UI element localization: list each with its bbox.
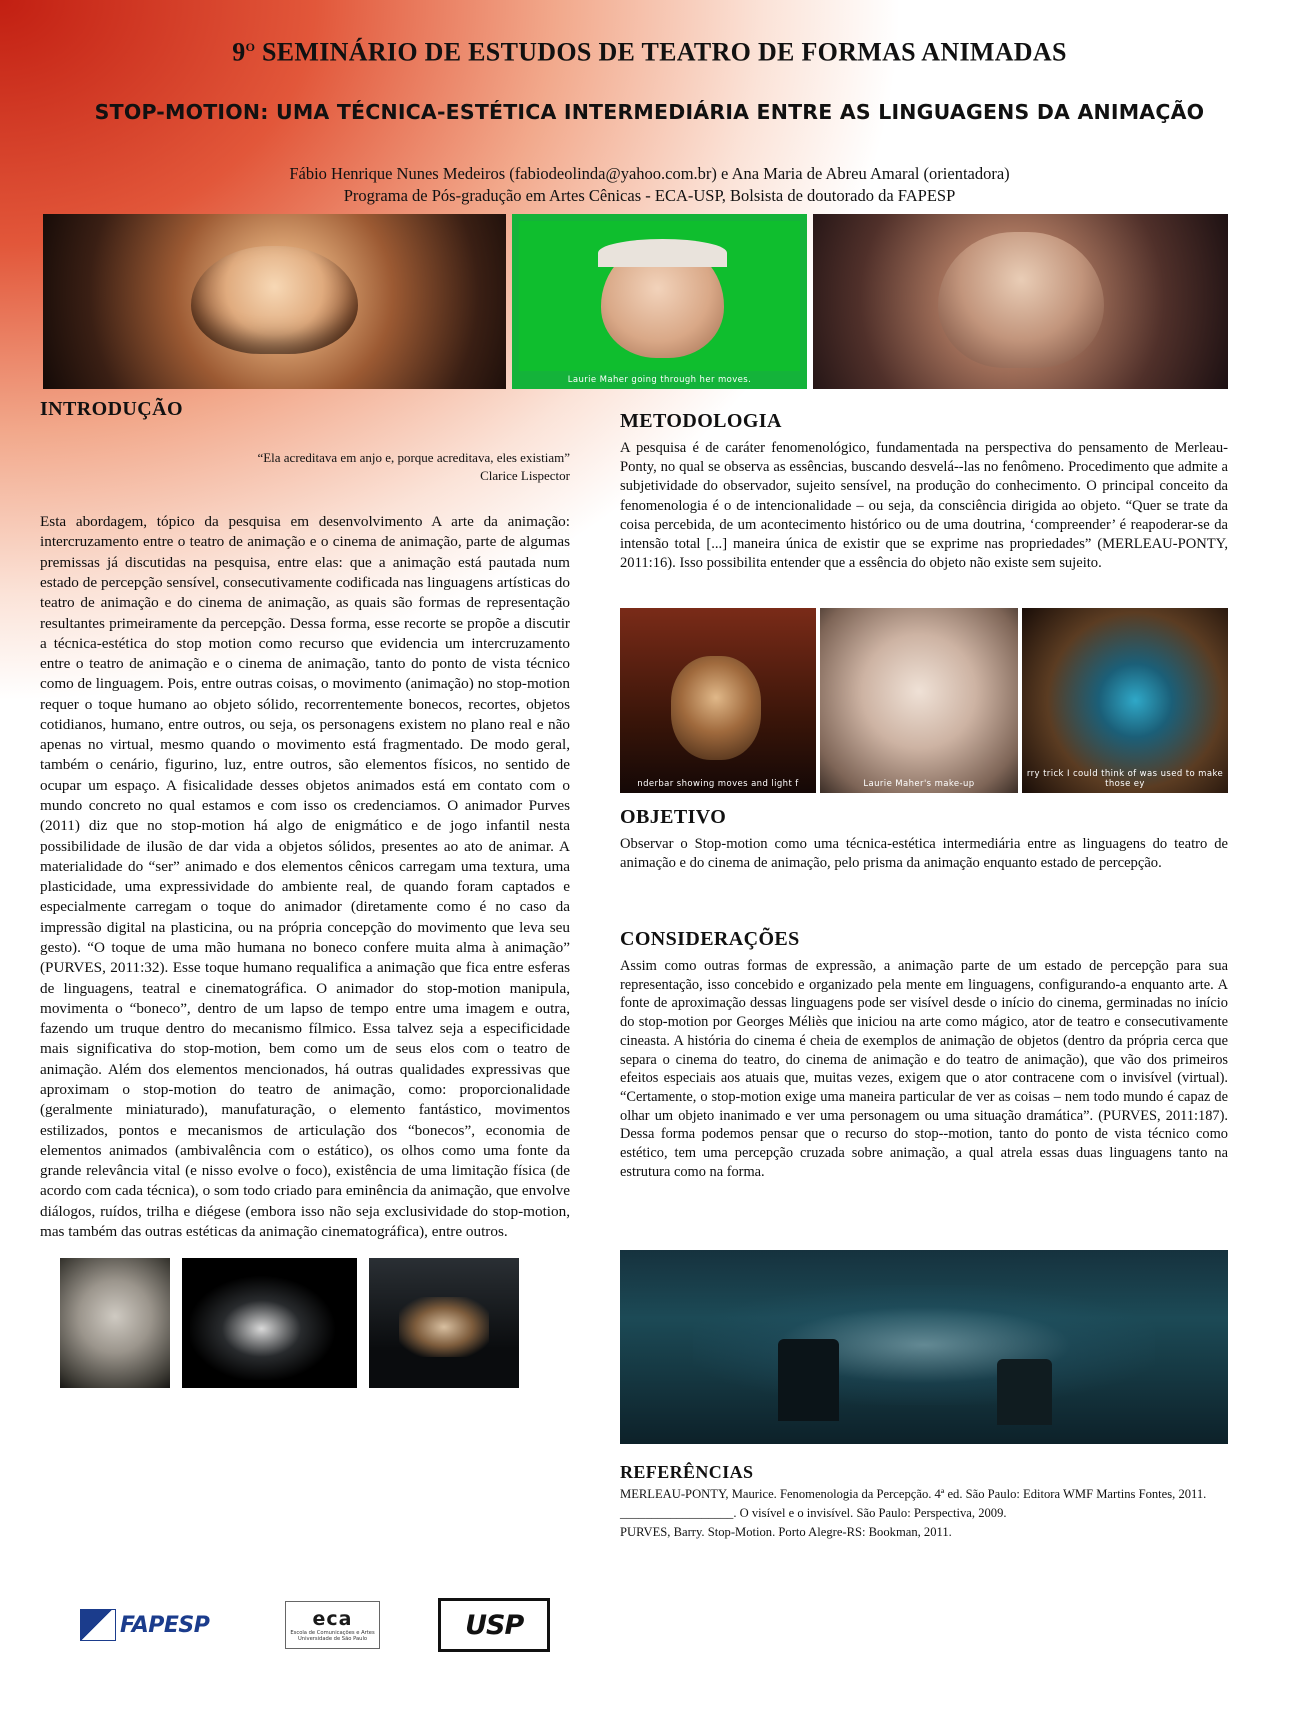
objetivo-body	[620, 835, 1228, 873]
reference-item: __________________. O visível e o invisível. São Paulo: Perspectiva, 2009.	[620, 1506, 1007, 1521]
column-left	[40, 398, 570, 1242]
middle-image-strip	[620, 608, 1228, 793]
logos-row	[80, 1590, 550, 1660]
head-band	[598, 239, 728, 267]
introducao-text: Esta abordagem, tópico da pesquisa em desenvolvimento A arte da animação: intercruzamento entre o teatro de animação e o cinema de animação, parte de algumas premissas já discutidas na pesquisa, entre elas: que a animação está pautada num estado de percepção sensível, consecutivamente codificada nas linguagens artísticas do teatro de animação e do cinema de animação, as quais são formas de representação resultantes primeiramente da percepção. Dessa forma, esse recorte se propõe a discutir a técnica-estética do stop motion como recurso que evidencia um intercruzamento entre o teatro de animação e o cinema de animação, tanto do ponto de vista técnico como de linguagem. Pois, entre outras coisas, o movimento (animação) no stop-motion requer o toque humano ao objeto sólido, recorrentemente bonecos, recortes, objetos cotidianos, humano, entre outros, ou seja, os personagens existem no plano real e não apenas no virtual, mesmo quando o movimento está fragmentado. De modo geral, também o cenário, figurino, luz, entre outros, são elementos físicos, no sentido de ocupar um espaço. A fisicalidade desses objetos animados está em contato com o mundo concreto no qual estamos e com isso os credenciamos. O animador Purves (2011) diz que no stop-motion há algo de enigmático e de jogo infantil nesta possibilidade de ilusão de dar vida a objetos sólidos, presentes ao ato de animar. A materialidade do “ser” animado e dos elementos cênicos carregam uma textura, uma plasticidade, uma expressividade do ambiente real, de quando foram captados e especialmente carregam o toque do animador (diretamente como é no caso da impressão digital na plasticina, ou na própria concepção do movimento que leva seu gesto). “O toque de uma mão humana no boneco confere muita alma à animação” (PURVES, 2011:32). Esse toque humano requalifica a animação que fica entre esferas de linguagens, teatral e cinematográfica. O animador do stop-motion manipula, movimenta o “boneco”, dentro de um lapso de tempo entre uma imagem e outra, fazendo um truque dentro do mecanismo fílmico. Essa talvez seja a especificidade mais significativa do stop-motion, bem como um de seus elos com o teatro de animação. Além dos elementos mencionados, há outras qualidades expressivas que aproximam o stop-motion do teatro de animação, como: proporcionalidade (geralmente miniaturado), manufaturação, o elemento fantástico, movimentos estilizados, pontos e mecanismos de articulação dos “bonecos”, economia de elementos animados (ambivalência com o estático), os olhos como uma fonte da grande relevância vital (e nisso evolve o foco), existência de uma limitação física (de acordo com cada técnica), o som todo criado para eminência da animação, que envolve diálogos, ruídos, trilha e diégese (embora isso não seja exclusividade do stop-motion, mas também das outras estéticas da animação cinematográfica), entre outros.	[40, 513, 570, 1240]
crew-figure-right	[997, 1359, 1052, 1425]
reference-item: PURVES, Barry. Stop-Motion. Porto Alegre-RS: Bookman, 2011.	[620, 1525, 952, 1540]
fapesp-logo-text: FAPESP	[120, 1612, 210, 1638]
authors-line-1: Fábio Henrique Nunes Medeiros (fabiodeolinda@yahoo.com.br) e Ana Maria de Abreu Amaral (orientadora)	[289, 164, 1010, 183]
image-animation-studio-set	[620, 1250, 1228, 1444]
reference-item: MERLEAU-PONTY, Maurice. Fenomenologia da Percepção. 4ª ed. São Paulo: Editora WMF Martins Fontes, 2011.	[620, 1487, 1207, 1501]
image-actress-green-screen-reference	[512, 214, 807, 389]
image-puppet-face-closeup	[813, 214, 1228, 389]
consideracoes-body	[620, 957, 1228, 1182]
event-title-number: 9	[232, 37, 246, 67]
eca-logo-subtext: Escola de Comunicações e Artes Universidade de São Paulo	[290, 1629, 375, 1642]
usp-logo	[438, 1598, 550, 1652]
eca-logo-text: eca	[312, 1607, 353, 1630]
section-heading-metodologia: METODOLOGIA	[620, 410, 782, 432]
epigraph-author: Clarice Lispector	[480, 467, 570, 483]
references-block	[620, 1462, 1228, 1540]
epigraph-quote: “Ela acreditava em anjo e, porque acreditava, eles existiam”	[257, 450, 570, 465]
top-image-strip	[43, 214, 1228, 389]
image-puppet-on-set-rig	[620, 608, 816, 793]
crew-figure-left	[778, 1339, 839, 1420]
fapesp-flag-icon	[80, 1609, 116, 1641]
objetivo-text: Observar o Stop-motion como uma técnica-estética intermediária entre as linguagens do teatro de animação e do cinema de animação, pelo prisma da animação enquanto estado de percepção.	[620, 836, 1228, 872]
image-caption: Laurie Maher going through her moves.	[567, 375, 752, 385]
authors-block	[0, 163, 1299, 208]
eca-logo	[285, 1601, 381, 1649]
introducao-body	[40, 512, 570, 1242]
section-heading-objetivo: OBJETIVO	[620, 806, 727, 828]
event-title	[0, 36, 1299, 68]
image-puppet-eye-mechanism	[1022, 608, 1228, 793]
authors-line-2: Programa de Pós-gradução em Artes Cênicas - ECA-USP, Bolsista de doutorado da FAPESP	[343, 186, 956, 206]
metodologia-text: A pesquisa é de caráter fenomenológico, fundamentada na perspectiva do pensamento de Merleau-Ponty, no qual se observa as essências, buscando desvelá--las no fenômeno. Procedimento que admite a subjetividade do observador, sujeito sensível, na produção do conhecimento. O principal conceito da fenomenologia é o de intencionalidade – ou seja, da consciência dirigida ao objeto. “Quer se trate da coisa percebida, de um acontecimento histórico ou de uma doutrina, ‘compreender’ é reapoderar-se da intensão total [...] maneira única de existir que se exprime nas propriedades” (MERLEAU-PONTY, 2011:16). Isso possibilita entender que a essência do objeto não existe sem sujeito.	[620, 440, 1228, 572]
image-caption: nderbar showing moves and light f	[637, 779, 799, 789]
section-heading-consideracoes: CONSIDERAÇÕES	[620, 928, 800, 950]
event-title-text: SEMINÁRIO DE ESTUDOS DE TEATRO DE FORMAS ANIMADAS	[255, 37, 1067, 67]
section-heading-introducao: INTRODUÇÃO	[40, 398, 183, 420]
fapesp-logo	[80, 1604, 227, 1646]
section-heading-referencias: REFERÊNCIAS	[620, 1462, 754, 1482]
consideracoes-text: Assim como outras formas de expressão, a animação parte de um estado de percepção para sua representação, isso concebido e organizado pela mente em linguagens, configurando-a enquanto arte. A fonte de aproximação dessas linguagens pode ser visível desde o início do cinema, germinadas no início do stop-motion por Georges Méliès que iniciou na arte como mágico, ator de teatro e consecutivamente cineasta. A história do cinema é cheia de exemplos de animação de objetos (dentro da própria cerca que separa o cinema do teatro, do cinema de animação e do teatro de animação), que vão dos primeiros efeitos especiais aos atuais que, muitas vezes, exigem que o ator contracene com o invisível (virtual). “Certamente, o stop-motion exige uma maneira particular de ver as coisas – nem todo mundo é capaz de olhar um objeto inanimado e ver uma personagem ou uma situação dramática”. (PURVES, 2011:187). Dessa forma podemos pensar que o recurso do stop--motion, tanto do ponto de vista técnico como estético, tem uma percepção cruzada sobre animação, a qual atrela essas duas linguagens tanto na estrutura como na forma.	[620, 958, 1228, 1180]
consideracoes-block	[620, 928, 1228, 1182]
bottom-left-image-strip	[60, 1258, 560, 1388]
image-caption: Laurie Maher's make-up	[863, 779, 975, 789]
image-caption: rry trick I could think of was used to make those ey	[1026, 769, 1224, 789]
poster-title: STOP-MOTION: UMA TÉCNICA-ESTÉTICA INTERMEDIÁRIA ENTRE AS LINGUAGENS DA ANIMAÇÃO	[94, 100, 1205, 124]
image-actress-makeup-markers	[820, 608, 1018, 793]
objetivo-block	[620, 806, 1228, 873]
column-right	[620, 410, 1228, 573]
image-animators-at-work	[369, 1258, 519, 1388]
image-stop-motion-puppet-closeup	[43, 214, 506, 389]
image-sculpture-photo	[60, 1258, 170, 1388]
image-chariot-line-drawing	[182, 1258, 357, 1388]
set-lighting-glow	[693, 1285, 1155, 1405]
usp-logo-text: USP	[465, 1609, 524, 1641]
epigraph	[40, 449, 570, 484]
event-title-ordinal: o	[245, 36, 256, 55]
metodologia-body	[620, 439, 1228, 573]
